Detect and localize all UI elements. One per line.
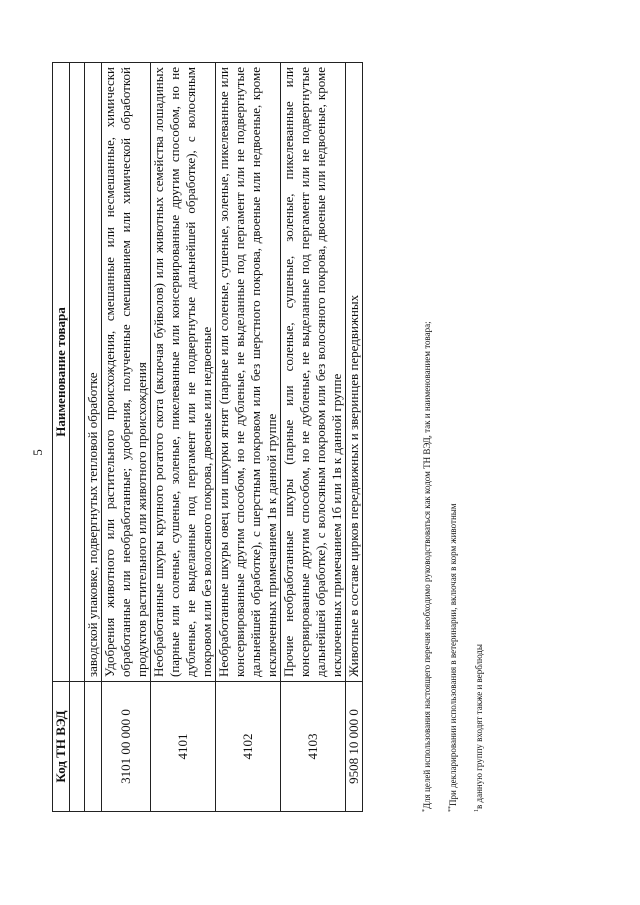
row-name: Необработанные шкуры овец или шкурки ягнят (парные или соленые, сушеные, золеные, пикелеванные или консервированные другим способом, но не дубленые, не выделанные под пергамент или не подвергнутые дальнейшей обработке), с шерстным покровом или без шерстного покрова, двоеные или недвоеные, кроме исключенных примечанием 1в к данной группе: [216, 63, 281, 682]
row-name: Прочие необработанные шкуры (парные или соленые, сушеные, золеные, пикелеванные или консервированные другим способом, но не дубленые, не выделанные под пергамент или не подвергнутые дальнейшей обработке), с волосяным покровом или без волосяного покрова, двоеные или недвоеные, кроме исключенных примечанием 1б или 1в к данной группе: [281, 63, 346, 682]
footnote-text: При декларировании использования в ветеринарии, включая в корм животным: [448, 503, 458, 806]
table-empty-row: [70, 63, 85, 812]
table-row: [151, 63, 216, 812]
row-code: 4102: [216, 682, 281, 812]
row-code: 9508 10 000 0: [346, 682, 363, 812]
footnote: [446, 32, 459, 812]
table-header-row: [53, 63, 70, 812]
row-name: Удобрения животного или растительного происхождения, смешанные или несмешанные, химически обработанные или необработанные; удобрения, полученные смешиванием или химической обработкой продуктов растительного или животного происхождения: [102, 63, 151, 682]
row-code: 4103: [281, 682, 346, 812]
table-row: [85, 63, 102, 812]
header-code: Код ТН ВЭД: [53, 682, 70, 812]
row-name: Необработанные шкуры крупного рогатого скота (включая буйволов) или животных семейства лошадиных (парные или соленые, сушеные, золеные, пикелеванные или консервированные другим способом, но не дубленые, не выделанные под пергамент или не подвергнутые дальнейшей обработке), с волосяным покровом или без волосяного покрова, двоеные или недвоеные: [151, 63, 216, 682]
row-name: заводской упаковке, подвергнутых тепловой обработке: [85, 63, 102, 682]
header-name: Наименование товара: [53, 63, 70, 682]
table-row: [216, 63, 281, 812]
footnote-text: в данную группу входят также и верблюды: [474, 644, 484, 809]
footnote: [420, 32, 433, 812]
footnote: [472, 32, 485, 812]
row-name: Животные в составе цирков передвижных и зверинцев передвижных: [346, 63, 363, 682]
footnote-mark: 1: [474, 809, 480, 812]
footnote-mark: *: [422, 809, 428, 812]
table-row: [281, 63, 346, 812]
footnote-text: Для целей использования настоящего перечня необходимо руководствоваться как кодом ТН ВЭД, так и наименованием товара;: [422, 321, 432, 809]
footnote-mark: **: [448, 806, 454, 812]
table-row: [346, 63, 363, 812]
table-row: [102, 63, 151, 812]
empty-cell: [70, 682, 85, 812]
row-code: 3101 00 000 0: [102, 682, 151, 812]
goods-table: [52, 62, 363, 812]
empty-cell: [70, 63, 85, 682]
row-code: 4101: [151, 682, 216, 812]
page-number: 5: [30, 449, 45, 456]
footnotes: [420, 32, 498, 812]
row-code: [85, 682, 102, 812]
